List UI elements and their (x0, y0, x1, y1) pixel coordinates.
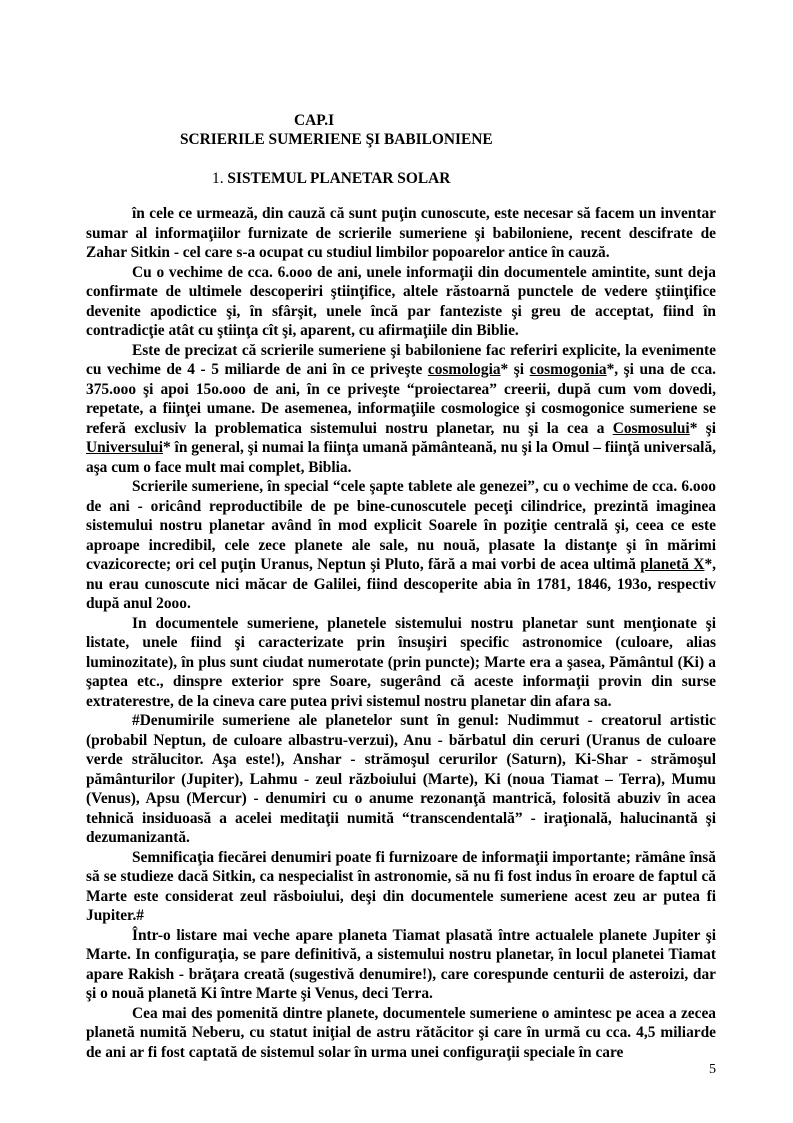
text-run: Scrierile sumeriene, în special “cele şapte tablete ale genezei”, cu o vechime de cca. 6.ooo de ani - oricând reproductibile de pe bine-cunoscutele peceţi cilindrice, prezintă imaginea sistemului nostru planetar având în mod explicit Soarele în poziţie centrală şi, ceea ce este aproape incredibil, cele zece planete ale sale, nu nouă, plasate la distanţe şi în mărimi cvazicorecte; ori cel puţin Uranus, Neptun şi Pluto, fără a mai vorbi de acea ultimă (86, 478, 716, 573)
underlined-term: Cosmosului (612, 419, 690, 437)
chapter-title: SCRIERILE SUMERIENE ŞI BABILONIENE (180, 131, 493, 148)
underlined-term: planetă X (640, 556, 705, 573)
paragraph: Cu o vechime de cca. 6.ooo de ani, unele informaţii din documentele amintite, sunt deja confirmate de ultimele descoperiri ştiinţifice, altele răstoarnă punctele de vedere ştiinţifice devenite apodictice şi, în sfârşit, unele încă par fanteziste şi greu de acceptat, fiind în contradicţie atât cu ştiinţa cît şi, aparent, cu afirmaţiile din Biblie. (86, 263, 716, 339)
chapter-number: CAP.I (294, 112, 335, 129)
page-number: 5 (709, 1062, 716, 1077)
underlined-term: cosmologia (427, 361, 501, 378)
section-title: SISTEMUL PLANETAR SOLAR (227, 170, 451, 187)
text-run: * şi (500, 361, 530, 378)
paragraph: în cele ce urmează, din cauză că sunt puţin cunoscute, este necesar să facem un inventar sumar al informaţiilor furnizate de scrierile sumeriene şi babiloniene, recent descifrate de Zahar Sitkin - cel care s-a ocupat cu studiul limbilor popoarelor antice în cauză. (86, 205, 716, 261)
paragraph: Semnificaţia fiecărei denumiri poate fi furnizoare de informaţii importante; rămâne însă să se studieze dacă Sitkin, ca nespecialist în astronomie, să nu fi fost indus în eroare de faptul că Marte este considerat zeul răsboiului, deşi din documentele sumeriene acest zeu ar putea fi Jupiter.# (86, 848, 716, 924)
text-run: * şi (689, 419, 716, 437)
body-text (86, 204, 716, 1062)
text-run: Este de precizat că scrierile sumeriene şi babiloniene fac referiri explicite, la evenimente cu vechime de 4 - 5 miliarde de ani în ce priveşte (86, 341, 716, 378)
section-heading (212, 169, 450, 189)
paragraph (86, 477, 716, 614)
section-number: 1. (212, 170, 224, 187)
paragraph (86, 341, 716, 478)
text-run: *, şi una de cca. 375.ooo şi apoi 15o.ooo de ani, în ce priveşte “proiectarea” creerii, după cum vom dovedi, repetate, a fiinţei umane. De asemenea, informaţiile cosmologice şi cosmogonice sumeriene se referă exclusiv la problematica sistemului nostru planetar, nu şi la cea a (86, 361, 716, 437)
underlined-term: Universului (86, 439, 163, 456)
text-run: * în general, şi numai la fiinţa umană pământeană, nu şi la Omul – fiinţă universală, aşa cum o face mult mai complet, Biblia. (86, 439, 716, 476)
text-run: *, nu erau cunoscute nici măcar de Galilei, fiind descoperite abia în 1781, 1846, 193o, respectiv după anul 2ooo. (86, 556, 716, 612)
paragraph: #Denumirile sumeriene ale planetelor sunt în genul: Nudimmut - creatorul artistic (probabil Neptun, de culoare albastru-verzui), Anu - bărbatul din ceruri (Uranus de culoare verde strălucitor. Aşa este!), Anshar - strămoşul cerurilor (Saturn), Ki-Shar - strămoşul pământurilor (Jupiter), Lahmu - zeul războiului (Marte), Ki (noua Tiamat – Terra), Mumu (Venus), Apsu (Mercur) - denumiri cu o anume rezonanţă mantrică, folosită abuziv în acea tehnică insiduoasă a acelei meditaţii numită “transcendentală” - iraţională, halucinantă şi dezumanizantă. (86, 712, 716, 846)
underlined-term: cosmogonia (529, 361, 607, 378)
paragraph: Într-o listare mai veche apare planeta Tiamat plasată între actualele planete Jupiter şi Marte. In configuraţia, se pare definitivă, a sistemului nostru planetar, în locul planetei Tiamat apare Rakish - brăţara creată (sugestivă denumire!), care corespunde centurii de asteroizi, dar şi o nouă planetă Ki între Marte şi Venus, deci Terra. (86, 926, 716, 1002)
paragraph: In documentele sumeriene, planetele sistemului nostru planetar sunt menţionate şi listate, unele fiind şi caracterizate prin însuşiri specific astronomice (culoare, alias luminozitate), în plus sunt ciudat numerotate (prin puncte); Marte era a şasea, Pământul (Ki) a şaptea etc., dinspre exterior spre Soare, sugerând că aceste informaţii provin din surse extraterestre, de la cineva care putea privi sistemul nostru planetar din afara sa. (86, 614, 716, 710)
paragraph: Cea mai des pomenită dintre planete, documentele sumeriene o amintesc pe acea a zecea planetă numită Neberu, cu statut iniţial de astru rătăcitor şi care în urmă cu cca. 4,5 miliarde de ani ar fi fost captată de sistemul solar în urma unei configuraţii speciale în care (86, 1004, 716, 1061)
